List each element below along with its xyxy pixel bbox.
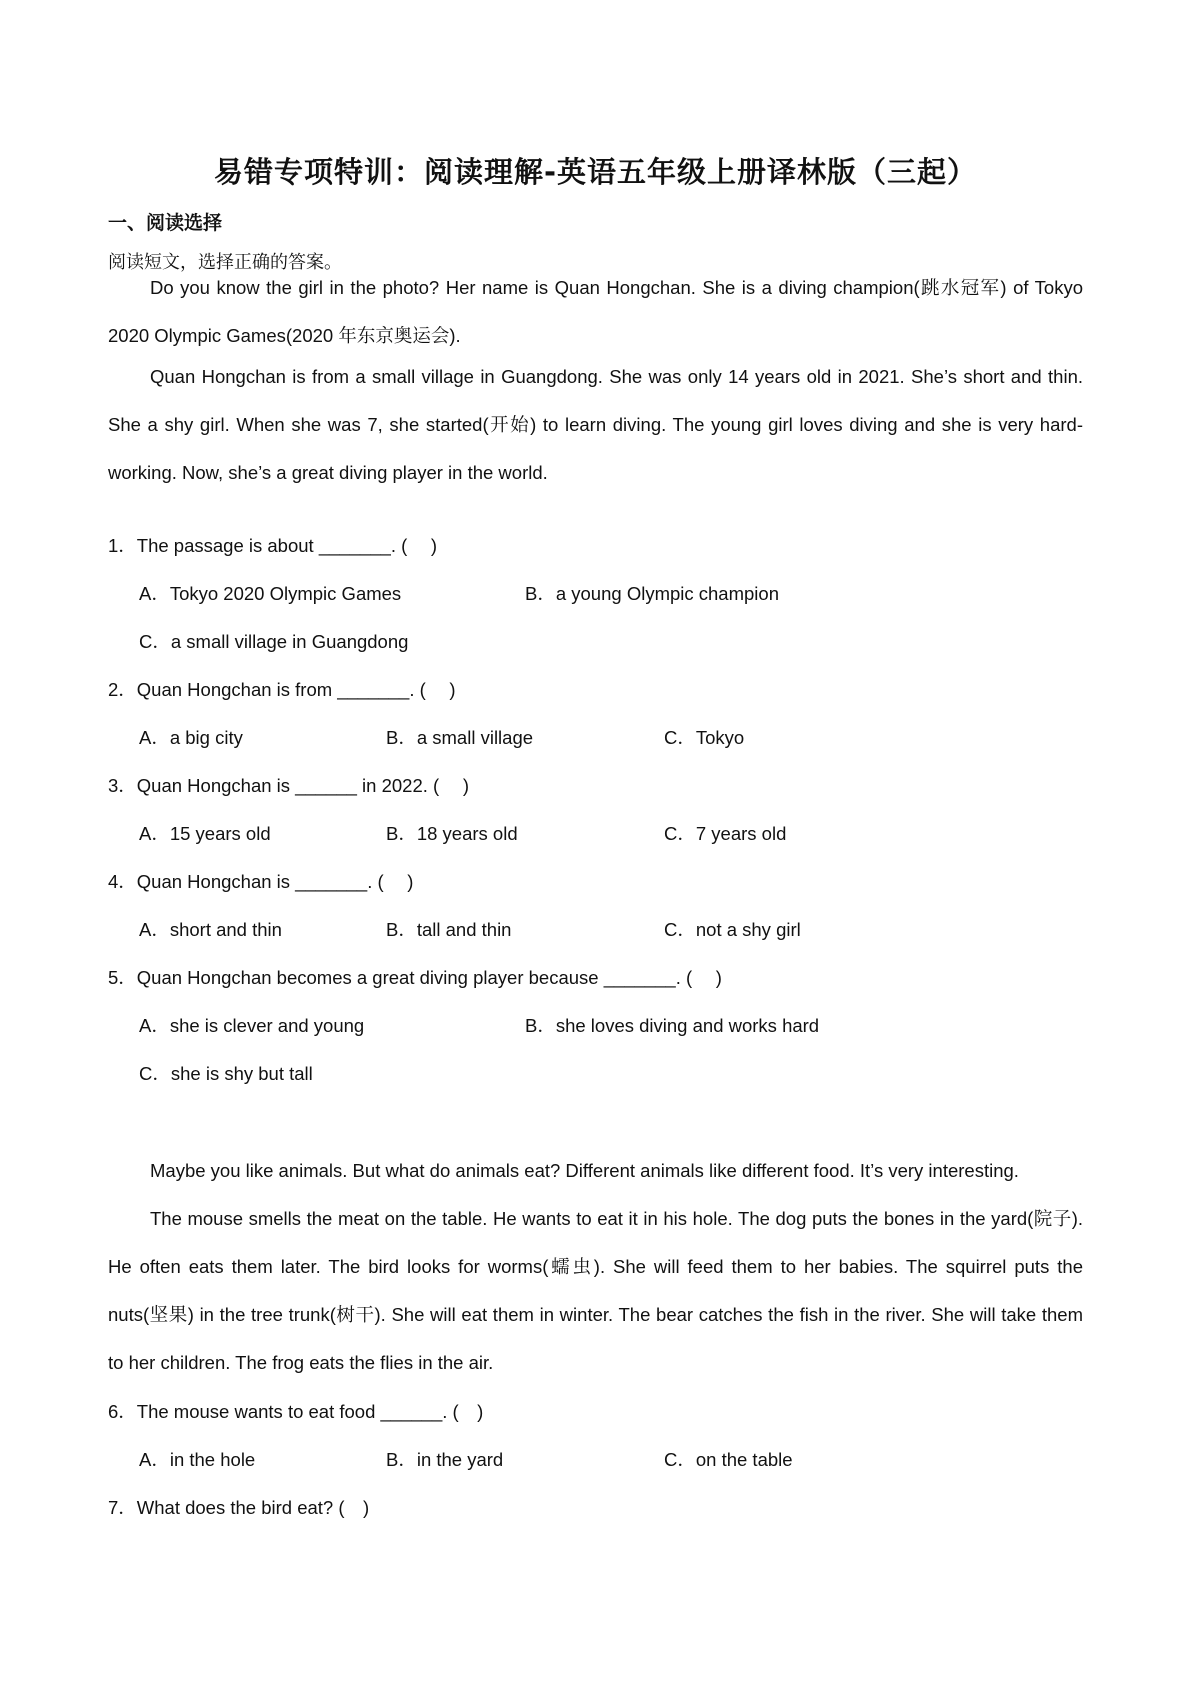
option-a: A．Tokyo 2020 Olympic Games bbox=[139, 583, 402, 604]
question-7: 7．What does the bird eat? ( ) bbox=[108, 1497, 370, 1518]
question-6: 6．The mouse wants to eat food ______. ( ) bbox=[108, 1401, 484, 1422]
option-a: A．a big city bbox=[139, 727, 243, 748]
option-b: B．tall and thin bbox=[386, 919, 512, 940]
section-heading: 一、阅读选择 bbox=[108, 212, 223, 234]
question-1: 1．The passage is about _______. ( ) bbox=[108, 535, 438, 556]
question-2: 2．Quan Hongchan is from _______. ( ) bbox=[108, 679, 456, 700]
page-title: 易错专项特训：阅读理解-英语五年级上册译林版（三起） bbox=[213, 155, 978, 189]
option-a: A．she is clever and young bbox=[139, 1015, 365, 1036]
option-c: C．7 years old bbox=[664, 823, 787, 844]
option-b: B．a small village bbox=[386, 727, 534, 748]
option-c: C．on the table bbox=[664, 1449, 793, 1470]
question-4: 4．Quan Hongchan is _______. ( ) bbox=[108, 871, 414, 892]
passage-paragraph: The mouse smells the meat on the table. He wants to eat it in his hole. The dog puts the bones in the yard(院子). He often eats them later. The bird looks for worms(蠕虫). She will feed them to her babies. The squirrel puts the nuts(坚果) in the tree trunk(树干). She will eat them in winter. The bear catches the fish in the river. She will take them to her children. The frog eats the flies in the air. bbox=[108, 1208, 1083, 1373]
option-b: B．in the yard bbox=[386, 1449, 504, 1470]
passage-paragraph: Do you know the girl in the photo? Her name is Quan Hongchan. She is a diving champion(跳水冠军) of Tokyo 2020 Olympic Games(2020 年东京奥运会). bbox=[108, 277, 1083, 346]
option-c: C．not a shy girl bbox=[664, 919, 801, 940]
option-c: C．Tokyo bbox=[664, 727, 745, 748]
option-b: B．she loves diving and works hard bbox=[525, 1015, 820, 1036]
passage-paragraph: Quan Hongchan is from a small village in Guangdong. She was only 14 years old in 2021. She’s short and thin. She a shy girl. When she was 7, she started(开始) to learn diving. The young girl loves diving and she is very hard-working. Now, she’s a great diving player in the world. bbox=[108, 366, 1083, 483]
option-a: A．in the hole bbox=[139, 1449, 256, 1470]
option-c: C．a small village in Guangdong bbox=[139, 631, 409, 652]
option-a: A．15 years old bbox=[139, 823, 271, 844]
passage-paragraph: Maybe you like animals. But what do animals eat? Different animals like different food. It’s very interesting. bbox=[150, 1160, 1019, 1181]
option-c: C．she is shy but tall bbox=[139, 1063, 313, 1084]
option-b: B．a young Olympic champion bbox=[525, 583, 779, 604]
option-b: B．18 years old bbox=[386, 823, 518, 844]
question-3: 3．Quan Hongchan is ______ in 2022. ( ) bbox=[108, 775, 469, 796]
instruction: 阅读短文，选择正确的答案。 bbox=[108, 252, 342, 273]
option-a: A．short and thin bbox=[139, 919, 282, 940]
question-5: 5．Quan Hongchan becomes a great diving player because _______. ( ) bbox=[108, 967, 722, 988]
